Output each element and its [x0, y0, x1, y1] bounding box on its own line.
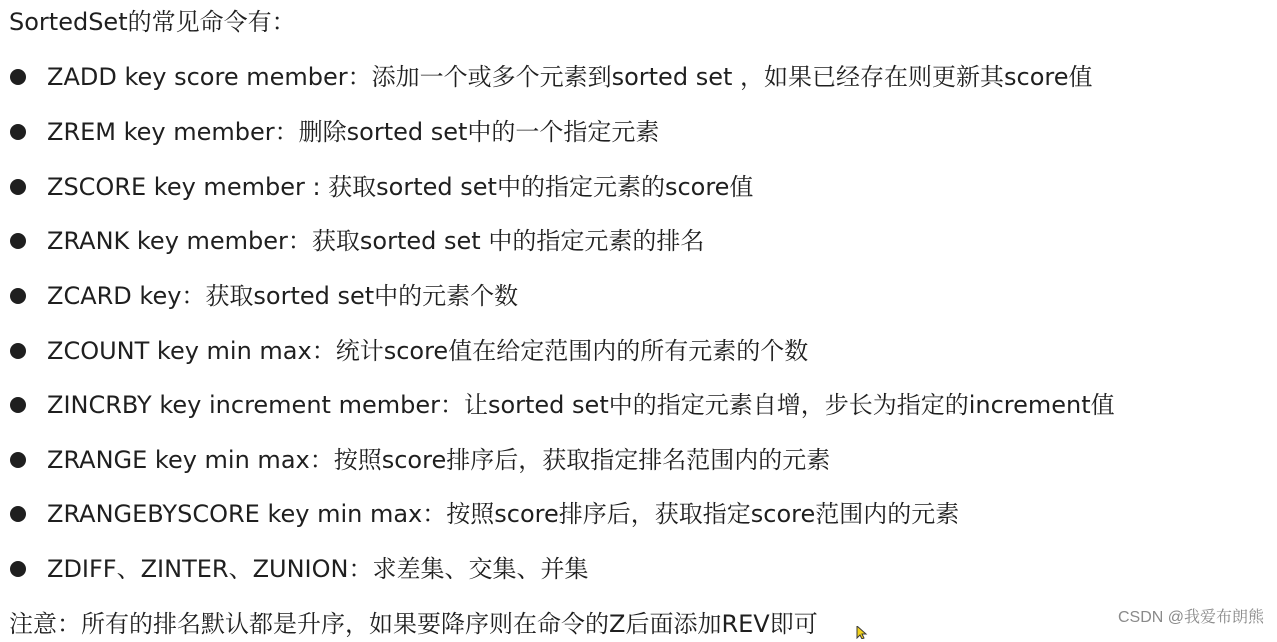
command-item-zrem [10, 114, 659, 150]
command-item-zrank [10, 223, 704, 259]
command-text: ZSCORE key member : 获取sorted set中的指定元素的score值 [47, 173, 754, 201]
command-text: ZCOUNT key min max：统计score值在给定范围内的所有元素的个数 [47, 337, 809, 365]
command-text: ZADD key score member：添加一个或多个元素到sorted set ，如果已经存在则更新其score值 [47, 63, 1093, 91]
command-text: ZRANGE key min max：按照score排序后，获取指定排名范围内的元素 [47, 446, 831, 474]
command-item-zcount [10, 333, 808, 369]
command-text: ZCARD key：获取sorted set中的元素个数 [47, 282, 519, 310]
csdn-watermark: CSDN @我爱布朗熊 [1117, 609, 1264, 626]
command-item-zadd [10, 59, 1093, 95]
mouse-pointer-icon [856, 626, 868, 639]
command-item-zrangebyscore [10, 496, 959, 532]
bullet-icon [10, 288, 26, 304]
command-item-zdiff-zinter-zunion [10, 551, 588, 587]
bullet-icon [10, 561, 26, 577]
command-item-zscore [10, 169, 753, 205]
bullet-icon [10, 343, 26, 359]
command-text: ZDIFF、ZINTER、ZUNION：求差集、交集、并集 [47, 555, 589, 583]
bullet-icon [10, 233, 26, 249]
command-text: ZREM key member：删除sorted set中的一个指定元素 [47, 118, 660, 146]
bullet-icon [10, 69, 26, 85]
command-text: ZRANGEBYSCORE key min max：按照score排序后，获取指定score范围内的元素 [47, 500, 960, 528]
command-text: ZRANK key member：获取sorted set 中的指定元素的排名 [47, 227, 705, 255]
bullet-icon [10, 124, 26, 140]
command-item-zcard [10, 278, 518, 314]
command-item-zrange [10, 442, 830, 478]
bullet-icon [10, 179, 26, 195]
bullet-icon [10, 452, 26, 468]
command-text: ZINCRBY key increment member：让sorted set中的指定元素自增，步长为指定的increment值 [47, 391, 1115, 419]
page-heading: SortedSet的常见命令有： [9, 8, 296, 36]
bullet-icon [10, 506, 26, 522]
command-item-zincrby [10, 387, 1115, 423]
sort-order-note: 注意：所有的排名默认都是升序，如果要降序则在命令的Z后面添加REV即可 [9, 610, 818, 638]
bullet-icon [10, 397, 26, 413]
